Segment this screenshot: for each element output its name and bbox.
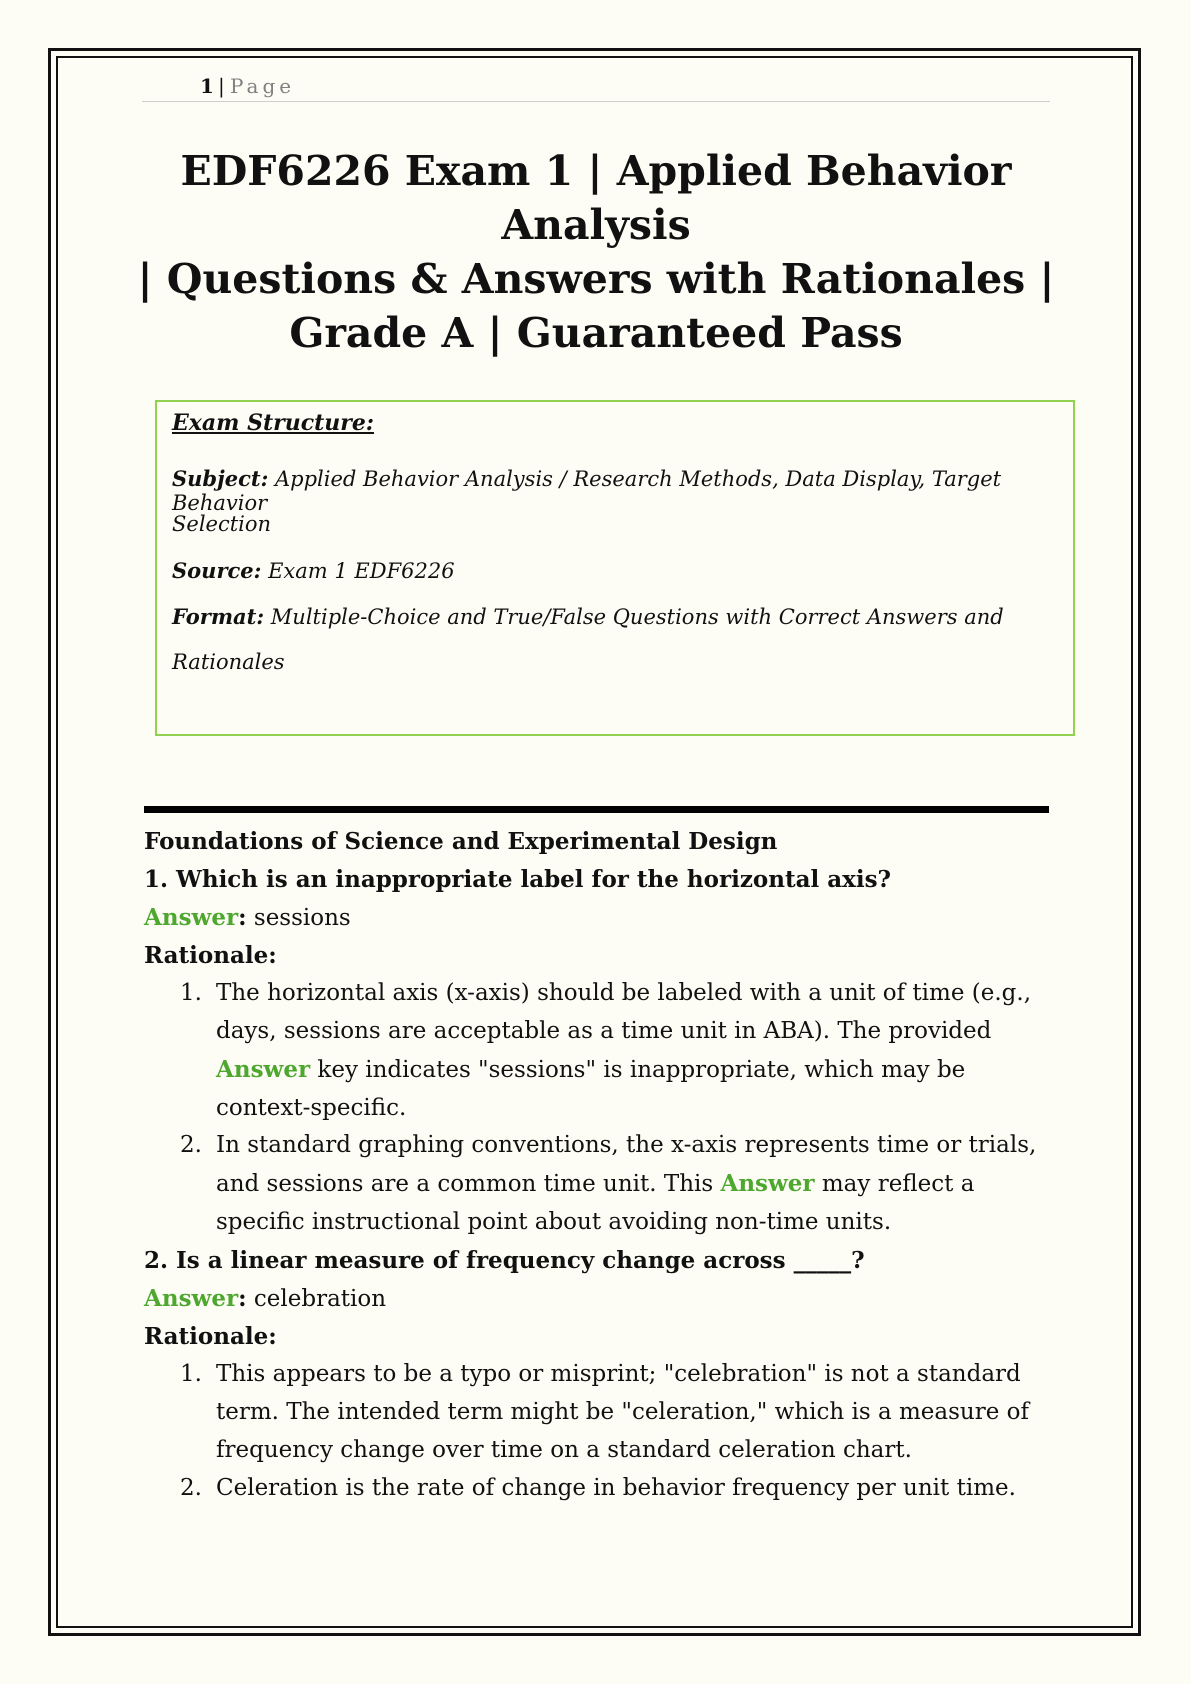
rationale-text: term. The intended term might be "celeration," which is a measure of: [216, 1398, 1030, 1425]
list-item: [144, 975, 1064, 1127]
title-line-3: Grade A | Guaranteed Pass: [289, 309, 903, 357]
rationale-text: The horizontal axis (x-axis) should be labeled with a unit of time (e.g.,: [216, 980, 1032, 1007]
page-header: [142, 72, 1050, 102]
source-label: Source:: [172, 558, 262, 583]
rationale-1-list: [144, 975, 1064, 1242]
format-line-cont: Rationales: [172, 650, 285, 674]
answer-2-label: Answer: [144, 1284, 239, 1312]
rationale-text-rest: key indicates "sessions" is inappropriate, which may be: [310, 1056, 966, 1083]
section-divider: [144, 806, 1049, 813]
question-2: 2. Is a linear measure of frequency change across _____?: [144, 1246, 865, 1274]
answer-2-value: celebration: [246, 1285, 387, 1312]
list-item: [144, 1356, 1064, 1469]
title-line-2: | Questions & Answers with Rationales |: [137, 255, 1055, 303]
answer-1-colon: :: [238, 903, 247, 931]
rationale-text: [216, 1165, 1064, 1204]
rationale-2-list: [144, 1356, 1064, 1507]
page-separator: |: [218, 74, 225, 98]
format-label: Format:: [172, 604, 265, 629]
rationale-text-pre: and sessions are a common time unit. This: [216, 1171, 721, 1198]
format-value: Multiple-Choice and True/False Questions with Correct Answers and: [264, 605, 1004, 629]
rationale-text: Celeration is the rate of change in behavior frequency per unit time.: [216, 1474, 1016, 1501]
answer-highlight: Answer: [216, 1055, 311, 1083]
list-item: [144, 1127, 1064, 1241]
page-number: 1: [200, 74, 214, 98]
rationale-text: frequency change over time on a standard celeration chart.: [216, 1436, 912, 1463]
list-number: 2.: [180, 1474, 202, 1501]
rationale-text: days, sessions are acceptable as a time unit in ABA). The provided: [216, 1017, 992, 1044]
title-line-1: EDF6226 Exam 1 | Applied Behavior Analysis: [180, 147, 1012, 249]
list-number: 1.: [180, 1361, 202, 1388]
rationale-text: specific instructional point about avoiding non-time units.: [216, 1208, 892, 1235]
rationale-text: In standard graphing conventions, the x-axis represents time or trials,: [216, 1132, 1037, 1159]
rationale-text-post: may reflect a: [814, 1171, 975, 1198]
section-title: Foundations of Science and Experimental Design: [144, 828, 778, 855]
subject-line: [172, 466, 1073, 515]
list-number: 2.: [180, 1132, 202, 1159]
page-word: Page: [230, 74, 296, 98]
list-item: [144, 1470, 1064, 1508]
question-1: 1. Which is an inappropriate label for the horizontal axis?: [144, 865, 891, 893]
format-line: [172, 604, 1004, 629]
source-line: [172, 558, 455, 583]
answer-2-line: [144, 1280, 1064, 1319]
rationale-text: [216, 1051, 1064, 1090]
rationale-2-heading: Rationale:: [144, 1323, 277, 1351]
rationale-1-heading: Rationale:: [144, 942, 277, 970]
answer-1-value: sessions: [246, 904, 351, 931]
rationale-text: This appears to be a typo or misprint; "celebration" is not a standard: [216, 1361, 1021, 1388]
answer-1-line: [144, 899, 1064, 938]
subject-line-cont: Selection: [172, 512, 272, 536]
exam-structure-box: [155, 400, 1075, 736]
answer-2-colon: :: [238, 1284, 247, 1312]
answer-1-label: Answer: [144, 903, 239, 931]
subject-label: Subject:: [172, 466, 269, 491]
subject-value: Applied Behavior Analysis / Research Methods, Data Display, Target Behavior: [172, 467, 1002, 515]
document-title: [132, 144, 1060, 360]
questions-content: [144, 823, 1064, 1507]
rationale-text: context-specific.: [216, 1094, 407, 1121]
answer-highlight: Answer: [720, 1170, 815, 1198]
list-number: 1.: [180, 980, 202, 1007]
source-value: Exam 1 EDF6226: [261, 559, 455, 583]
exam-structure-heading: Exam Structure:: [172, 410, 374, 436]
